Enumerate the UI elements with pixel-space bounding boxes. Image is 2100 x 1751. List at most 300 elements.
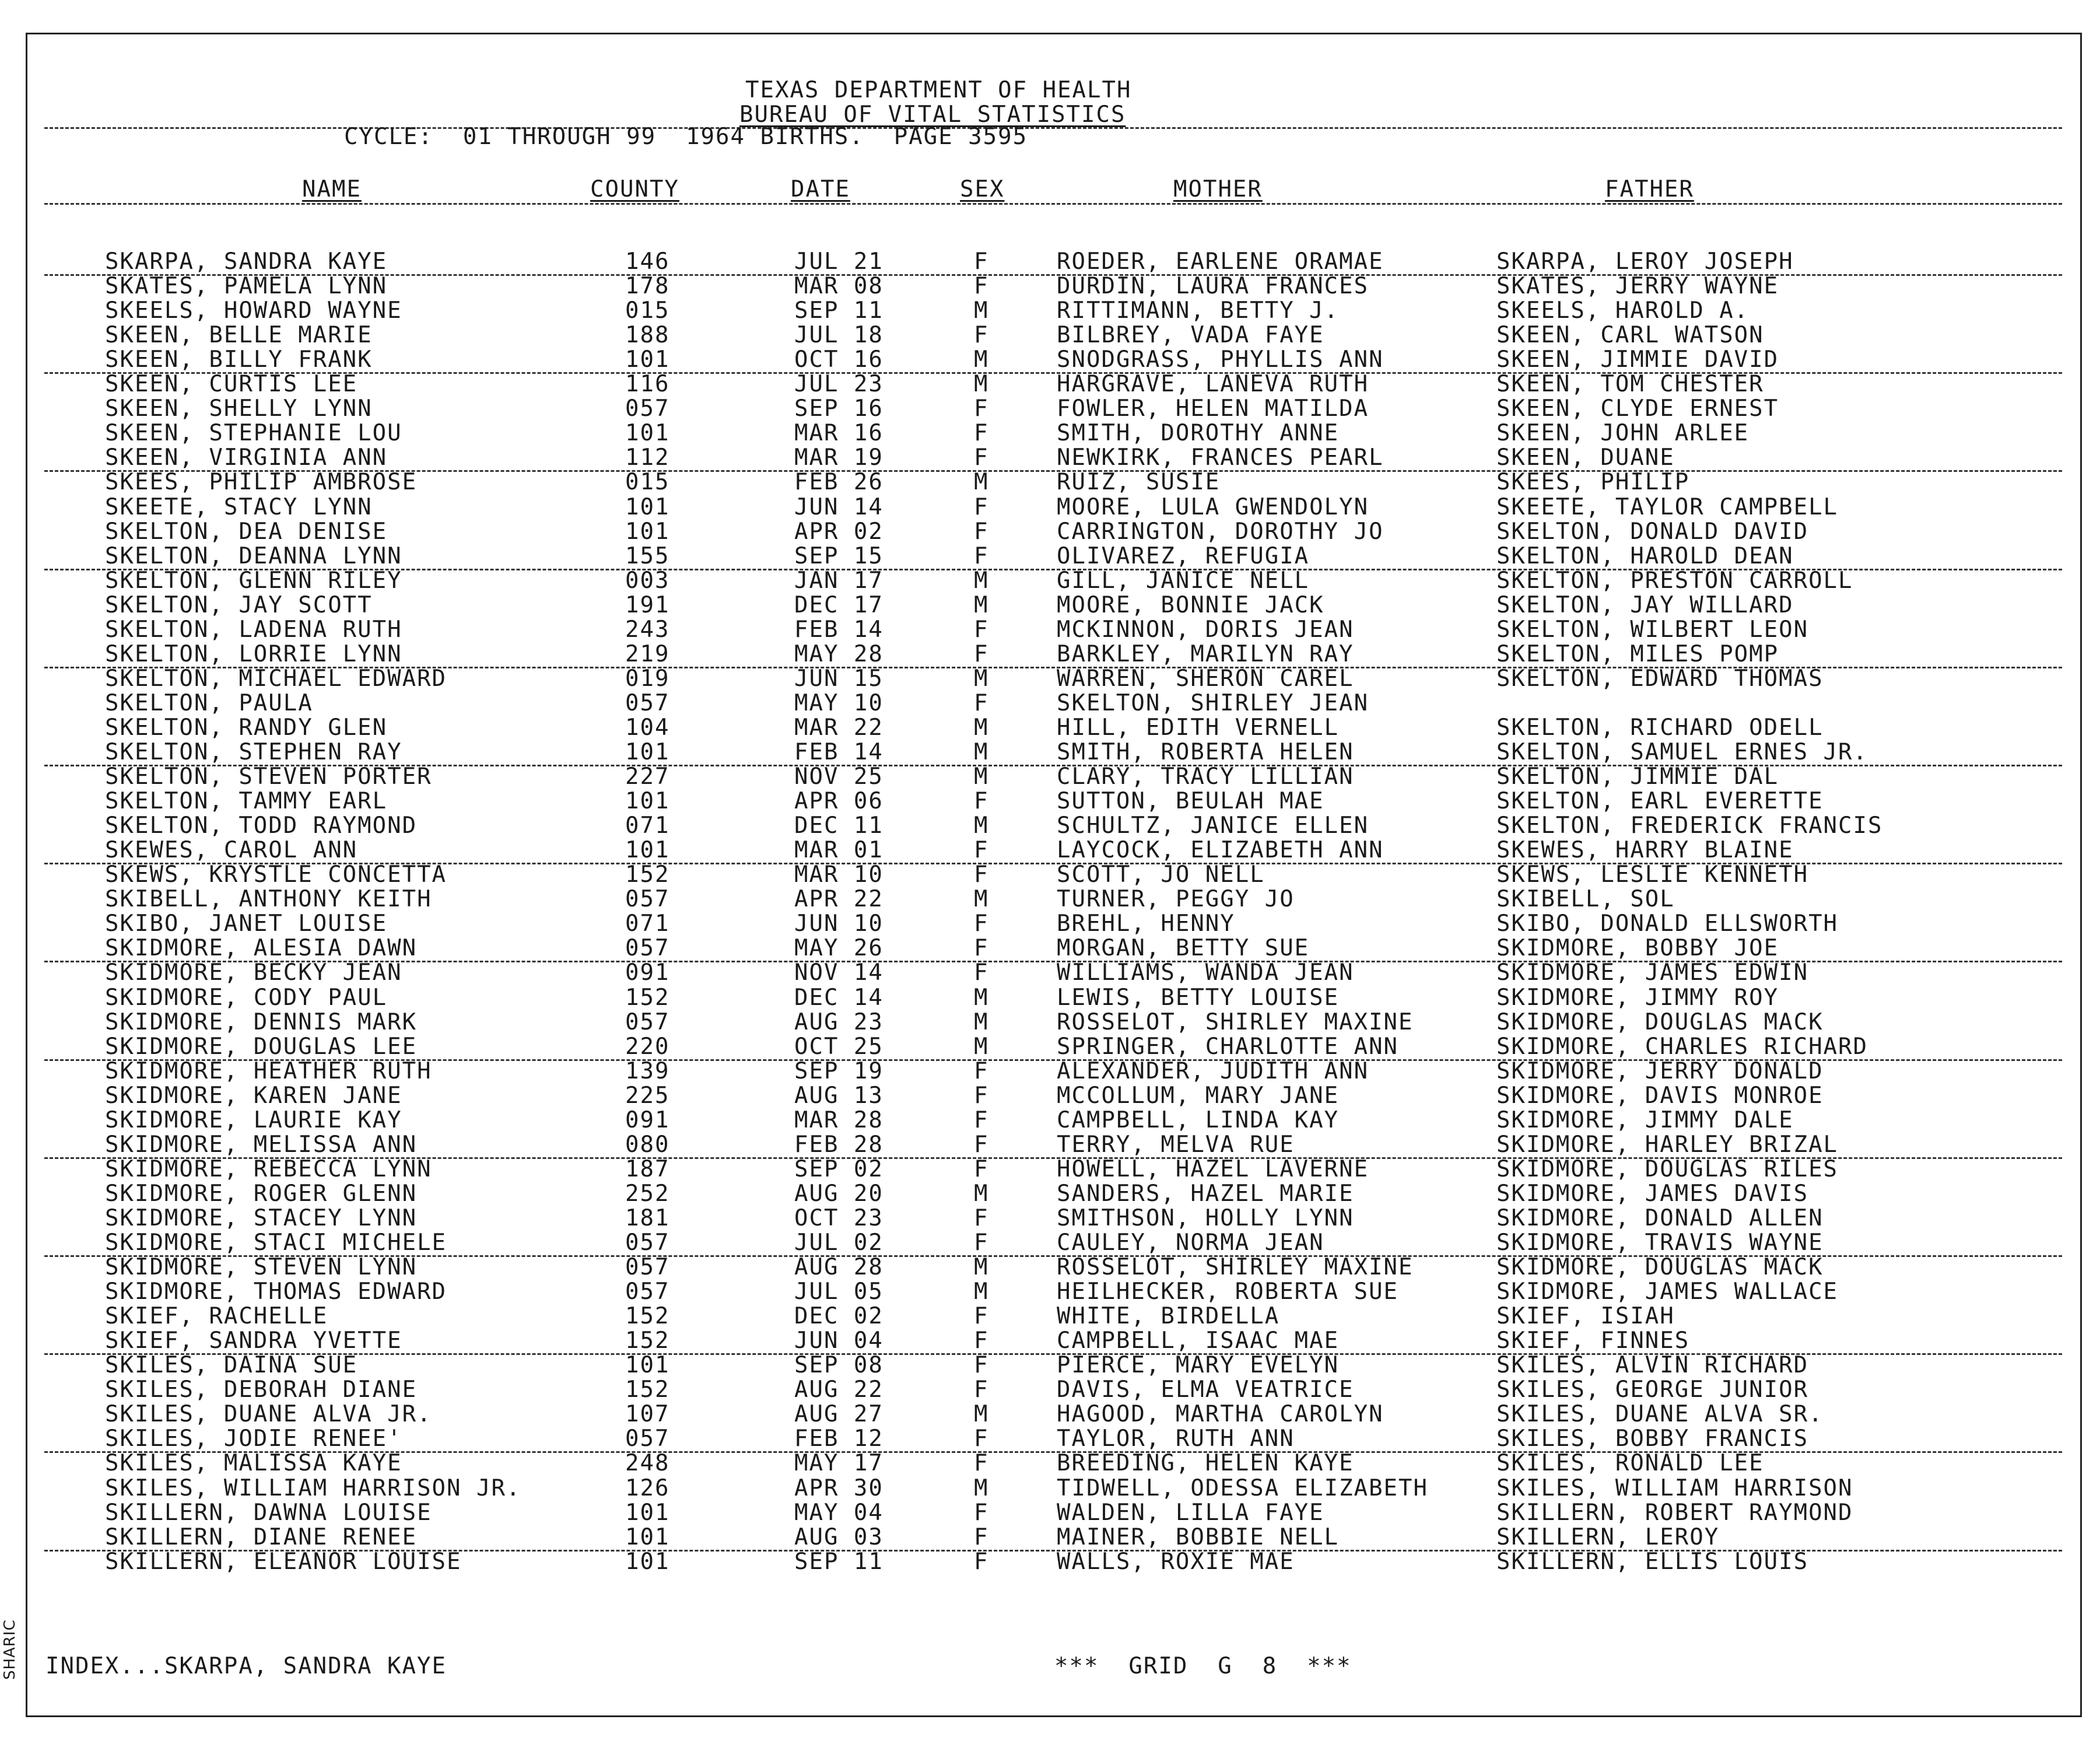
cell-date: MAR 22 <box>794 714 884 741</box>
cell-mother: RITTIMANN, BETTY J. <box>1057 297 1340 324</box>
cell-mother: WARREN, SHERON CAREL <box>1057 665 1354 692</box>
cell-date: MAY 17 <box>794 1450 884 1477</box>
cell-mother: OLIVAREZ, REFUGIA <box>1057 542 1310 569</box>
cell-mother: LAYCOCK, ELIZABETH ANN <box>1057 837 1384 864</box>
cell-mother: FOWLER, HELEN MATILDA <box>1057 395 1369 422</box>
row-divider <box>44 1255 2062 1257</box>
cell-date: JUN 15 <box>794 665 884 692</box>
cell-sex: F <box>974 1450 989 1477</box>
cell-father: SKELTON, FREDERICK FRANCIS <box>1496 813 1883 839</box>
cell-date: APR 02 <box>794 518 884 545</box>
cell-father: SKILLERN, ROBERT RAYMOND <box>1496 1499 1853 1526</box>
cell-father: SKILES, RONALD LEE <box>1496 1450 1764 1477</box>
cell-name: SKELTON, RANDY GLEN <box>105 714 388 741</box>
cell-date: JUL 23 <box>794 371 884 398</box>
cell-county: 181 <box>625 1204 670 1231</box>
table-row <box>0 1476 2100 1501</box>
table-row <box>0 1059 2100 1084</box>
cell-name: SKEETE, STACY LYNN <box>105 493 373 520</box>
cell-name: SKIEF, RACHELLE <box>105 1303 328 1330</box>
cell-name: SKIDMORE, STEVEN LYNN <box>105 1254 418 1281</box>
side-label: SHARIC <box>1 1619 19 1680</box>
cell-county: 252 <box>625 1180 670 1207</box>
cell-sex: M <box>974 371 989 398</box>
cell-father: SKELTON, PRESTON CARROLL <box>1496 567 1853 594</box>
table-row <box>0 887 2100 912</box>
cell-mother: SCOTT, JO NELL <box>1057 862 1265 888</box>
cell-mother: MORGAN, BETTY SUE <box>1057 935 1310 962</box>
cell-father: SKIDMORE, DOUGLAS MACK <box>1496 1008 1824 1035</box>
column-header-name: NAME <box>302 176 362 202</box>
cell-mother: CARRINGTON, DOROTHY JO <box>1057 518 1384 545</box>
cell-name: SKEEN, STEPHANIE LOU <box>105 420 402 447</box>
cell-date: MAR 16 <box>794 420 884 447</box>
cell-sex: F <box>974 1426 989 1452</box>
table-row <box>0 618 2100 642</box>
cell-sex: M <box>974 886 989 913</box>
cell-county: 152 <box>625 984 670 1011</box>
cell-mother: SCHULTZ, JANICE ELLEN <box>1057 813 1369 839</box>
cell-mother: SKELTON, SHIRLEY JEAN <box>1057 689 1369 716</box>
cell-sex: F <box>974 837 989 864</box>
cell-mother: TIDWELL, ODESSA ELIZABETH <box>1057 1475 1428 1501</box>
cell-mother: WALLS, ROXIE MAE <box>1057 1548 1295 1575</box>
cell-name: SKIBELL, ANTHONY KEITH <box>105 886 432 913</box>
table-row <box>0 986 2100 1010</box>
cell-name: SKELTON, STEPHEN RAY <box>105 739 402 765</box>
cycle-line: CYCLE: 01 THROUGH 99 1964 BIRTHS. PAGE 3595 <box>344 124 1028 150</box>
cell-sex: F <box>974 273 989 300</box>
cell-county: 126 <box>625 1475 670 1501</box>
cell-sex: F <box>974 518 989 545</box>
cell-county: 101 <box>625 493 670 520</box>
cell-sex: F <box>974 862 989 888</box>
cell-name: SKELTON, MICHAEL EDWARD <box>105 665 447 692</box>
cell-mother: RUIZ, SUSIE <box>1057 469 1221 496</box>
cell-county: 101 <box>625 1524 670 1550</box>
table-row <box>0 789 2100 814</box>
cell-mother: TURNER, PEGGY JO <box>1057 886 1295 913</box>
cell-county: 101 <box>625 1548 670 1575</box>
cell-name: SKEEN, CURTIS LEE <box>105 371 358 398</box>
cell-father: SKIDMORE, HARLEY BRIZAL <box>1496 1131 1839 1158</box>
cell-sex: M <box>974 346 989 373</box>
column-header-mother: MOTHER <box>1173 176 1263 202</box>
cell-father: SKIDMORE, CHARLES RICHARD <box>1496 1033 1868 1060</box>
cell-name: SKILES, DAINA SUE <box>105 1352 358 1379</box>
cell-sex: F <box>974 395 989 422</box>
cell-name: SKELTON, GLENN RILEY <box>105 567 402 594</box>
cell-father: SKELTON, WILBERT LEON <box>1496 616 1809 643</box>
cell-mother: SUTTON, BEULAH MAE <box>1057 788 1324 815</box>
cell-sex: F <box>974 1082 989 1109</box>
cell-father: SKEES, PHILIP <box>1496 469 1690 496</box>
cell-name: SKEEN, BELLE MARIE <box>105 322 373 349</box>
cell-father: SKIBELL, SOL <box>1496 886 1675 913</box>
cell-name: SKILLERN, DIANE RENEE <box>105 1524 418 1550</box>
cell-date: MAY 28 <box>794 640 884 667</box>
cell-date: FEB 28 <box>794 1131 884 1158</box>
cell-date: MAY 04 <box>794 1499 884 1526</box>
cell-name: SKILES, DEBORAH DIANE <box>105 1377 418 1403</box>
cell-mother: ROSSELOT, SHIRLEY MAXINE <box>1057 1254 1414 1281</box>
cell-date: SEP 16 <box>794 395 884 422</box>
cell-mother: MCCOLLUM, MARY JANE <box>1057 1082 1340 1109</box>
cell-mother: LEWIS, BETTY LOUISE <box>1057 984 1340 1011</box>
cell-sex: M <box>974 1475 989 1501</box>
cell-county: 187 <box>625 1155 670 1182</box>
table-row <box>0 1280 2100 1304</box>
cell-mother: HILL, EDITH VERNELL <box>1057 714 1340 741</box>
department-title: TEXAS DEPARTMENT OF HEALTH <box>745 77 1132 103</box>
cell-date: DEC 02 <box>794 1303 884 1330</box>
cell-father: SKEEN, CARL WATSON <box>1496 322 1764 349</box>
cell-father: SKILES, BOBBY FRANCIS <box>1496 1426 1809 1452</box>
cell-date: SEP 19 <box>794 1057 884 1084</box>
cell-name: SKELTON, TAMMY EARL <box>105 788 388 815</box>
cell-father: SKILLERN, ELLIS LOUIS <box>1496 1548 1809 1575</box>
table-row <box>0 1255 2100 1280</box>
cell-name: SKELTON, LADENA RUTH <box>105 616 402 643</box>
cell-mother: WILLIAMS, WANDA JEAN <box>1057 959 1354 986</box>
cell-father: SKIDMORE, DONALD ALLEN <box>1496 1204 1824 1231</box>
cell-county: 220 <box>625 1033 670 1060</box>
cell-father: SKIDMORE, BOBBY JOE <box>1496 935 1779 962</box>
cell-sex: M <box>974 1254 989 1281</box>
cell-father: SKILES, GEORGE JUNIOR <box>1496 1377 1809 1403</box>
cell-county: 191 <box>625 591 670 618</box>
cell-father: SKATES, JERRY WAYNE <box>1496 273 1779 300</box>
column-header-father: FATHER <box>1605 176 1694 202</box>
cell-date: JUN 14 <box>794 493 884 520</box>
table-row <box>0 1084 2100 1108</box>
cell-date: MAY 26 <box>794 935 884 962</box>
cell-sex: F <box>974 616 989 643</box>
cell-father: SKEEN, DUANE <box>1496 444 1675 471</box>
cell-date: DEC 14 <box>794 984 884 1011</box>
cell-mother: WALDEN, LILLA FAYE <box>1057 1499 1324 1526</box>
cell-name: SKEWS, KRYSTLE CONCETTA <box>105 862 447 888</box>
cell-name: SKEELS, HOWARD WAYNE <box>105 297 402 324</box>
cell-county: 057 <box>625 1254 670 1281</box>
table-row <box>0 1304 2100 1329</box>
cell-father: SKIDMORE, JAMES DAVIS <box>1496 1180 1809 1207</box>
cell-father: SKEWS, LESLIE KENNETH <box>1496 862 1809 888</box>
table-row <box>0 1402 2100 1427</box>
cell-county: 188 <box>625 322 670 349</box>
table-row <box>0 1451 2100 1476</box>
cell-mother: TERRY, MELVA RUE <box>1057 1131 1295 1158</box>
table-row <box>0 667 2100 691</box>
table-row <box>0 1035 2100 1059</box>
row-divider <box>44 961 2062 962</box>
cell-sex: M <box>974 984 989 1011</box>
cell-date: APR 22 <box>794 886 884 913</box>
row-divider <box>44 863 2062 864</box>
cell-county: 152 <box>625 1303 670 1330</box>
cell-date: APR 30 <box>794 1475 884 1501</box>
cell-sex: F <box>974 1230 989 1256</box>
cell-county: 057 <box>625 935 670 962</box>
table-row <box>0 1206 2100 1231</box>
column-header-county: COUNTY <box>590 176 679 202</box>
cell-sex: M <box>974 739 989 765</box>
cell-mother: HARGRAVE, LANEVA RUTH <box>1057 371 1369 398</box>
cell-name: SKIDMORE, REBECCA LYNN <box>105 1155 432 1182</box>
table-row <box>0 569 2100 593</box>
cell-county: 101 <box>625 788 670 815</box>
table-row <box>0 1550 2100 1574</box>
table-row <box>0 1133 2100 1157</box>
cell-county: 071 <box>625 813 670 839</box>
cell-name: SKILES, JODIE RENEE' <box>105 1426 402 1452</box>
cell-name: SKIBO, JANET LOUISE <box>105 910 388 937</box>
cell-mother: SMITH, DOROTHY ANNE <box>1057 420 1340 447</box>
cell-name: SKATES, PAMELA LYNN <box>105 273 388 300</box>
cell-father: SKILES, DUANE ALVA SR. <box>1496 1401 1824 1428</box>
cell-name: SKIDMORE, KAREN JANE <box>105 1082 402 1109</box>
cell-county: 227 <box>625 764 670 790</box>
table-row <box>0 765 2100 789</box>
cell-sex: F <box>974 1106 989 1133</box>
cell-county: 015 <box>625 297 670 324</box>
cell-sex: M <box>974 469 989 496</box>
cell-mother: HOWELL, HAZEL LAVERNE <box>1057 1155 1369 1182</box>
table-row <box>0 446 2100 470</box>
cell-date: MAR 28 <box>794 1106 884 1133</box>
cell-sex: F <box>974 910 989 937</box>
column-header-date: DATE <box>791 176 850 202</box>
cell-sex: F <box>974 322 989 349</box>
cell-sex: M <box>974 1180 989 1207</box>
cell-mother: BREHL, HENNY <box>1057 910 1235 937</box>
table-row <box>0 838 2100 863</box>
cell-sex: F <box>974 444 989 471</box>
cell-sex: F <box>974 1155 989 1182</box>
cell-county: 101 <box>625 420 670 447</box>
footer-index: INDEX...SKARPA, SANDRA KAYE <box>45 1653 447 1679</box>
cell-county: 057 <box>625 886 670 913</box>
cell-mother: NEWKIRK, FRANCES PEARL <box>1057 444 1384 471</box>
table-row <box>0 1157 2100 1182</box>
cell-county: 101 <box>625 1352 670 1379</box>
cell-name: SKIDMORE, STACI MICHELE <box>105 1230 447 1256</box>
row-divider <box>44 765 2062 766</box>
cell-date: FEB 14 <box>794 616 884 643</box>
footer-grid: *** GRID G 8 *** <box>1054 1653 1352 1679</box>
cell-father: SKIDMORE, TRAVIS WAYNE <box>1496 1230 1824 1256</box>
table-row <box>0 1353 2100 1378</box>
cell-county: 107 <box>625 1401 670 1428</box>
cell-name: SKELTON, DEA DENISE <box>105 518 388 545</box>
cell-county: 152 <box>625 1377 670 1403</box>
cell-date: DEC 11 <box>794 813 884 839</box>
table-row <box>0 397 2100 421</box>
cell-sex: F <box>974 542 989 569</box>
cell-father: SKIEF, ISIAH <box>1496 1303 1675 1330</box>
cell-father: SKELTON, JAY WILLARD <box>1496 591 1794 618</box>
cell-name: SKEEN, BILLY FRANK <box>105 346 373 373</box>
cell-father: SKIDMORE, JAMES WALLACE <box>1496 1279 1839 1305</box>
cell-county: 104 <box>625 714 670 741</box>
cell-county: 116 <box>625 371 670 398</box>
cell-county: 057 <box>625 1230 670 1256</box>
cell-sex: M <box>974 1033 989 1060</box>
cell-mother: CAULEY, NORMA JEAN <box>1057 1230 1324 1256</box>
cell-mother: ALEXANDER, JUDITH ANN <box>1057 1057 1369 1084</box>
cell-name: SKELTON, LORRIE LYNN <box>105 640 402 667</box>
row-divider <box>44 1451 2062 1453</box>
cell-date: FEB 12 <box>794 1426 884 1452</box>
cell-name: SKILLERN, DAWNA LOUISE <box>105 1499 432 1526</box>
cell-mother: SMITH, ROBERTA HELEN <box>1057 739 1354 765</box>
cell-father: SKIDMORE, JAMES EDWIN <box>1496 959 1809 986</box>
cell-date: AUG 23 <box>794 1008 884 1035</box>
cell-sex: M <box>974 764 989 790</box>
cell-mother: HAGOOD, MARTHA CAROLYN <box>1057 1401 1384 1428</box>
cell-mother: PIERCE, MARY EVELYN <box>1057 1352 1340 1379</box>
cell-mother: DURDIN, LAURA FRANCES <box>1057 273 1369 300</box>
row-divider <box>44 1550 2062 1552</box>
cell-date: AUG 20 <box>794 1180 884 1207</box>
cell-name: SKIDMORE, STACEY LYNN <box>105 1204 418 1231</box>
cell-mother: BILBREY, VADA FAYE <box>1057 322 1324 349</box>
cell-county: 101 <box>625 837 670 864</box>
cell-father: SKEETE, TAYLOR CAMPBELL <box>1496 493 1839 520</box>
cell-county: 101 <box>625 739 670 765</box>
cell-name: SKIDMORE, LAURIE KAY <box>105 1106 402 1133</box>
cell-county: 178 <box>625 273 670 300</box>
cell-sex: F <box>974 1499 989 1526</box>
table-row <box>0 1182 2100 1206</box>
cell-date: NOV 25 <box>794 764 884 790</box>
cell-father: SKEWES, HARRY BLAINE <box>1496 837 1794 864</box>
cell-sex: M <box>974 714 989 741</box>
table-row <box>0 814 2100 838</box>
table-row <box>0 250 2100 274</box>
table-row <box>0 961 2100 985</box>
cell-sex: F <box>974 1131 989 1158</box>
cell-date: MAR 01 <box>794 837 884 864</box>
cell-father: SKILLERN, LEROY <box>1496 1524 1720 1550</box>
cell-mother: MOORE, BONNIE JACK <box>1057 591 1324 618</box>
cell-sex: M <box>974 665 989 692</box>
cell-name: SKELTON, JAY SCOTT <box>105 591 373 618</box>
table-row <box>0 936 2100 961</box>
cell-name: SKILLERN, ELEANOR LOUISE <box>105 1548 462 1575</box>
cell-father: SKELTON, EDWARD THOMAS <box>1496 665 1824 692</box>
table-row <box>0 1010 2100 1035</box>
cell-county: 152 <box>625 1328 670 1354</box>
cell-mother: SNODGRASS, PHYLLIS ANN <box>1057 346 1384 373</box>
cell-date: AUG 13 <box>794 1082 884 1109</box>
cell-county: 101 <box>625 1499 670 1526</box>
cell-date: MAR 19 <box>794 444 884 471</box>
cell-sex: F <box>974 1328 989 1354</box>
table-row <box>0 642 2100 667</box>
cell-father: SKIDMORE, DAVIS MONROE <box>1496 1082 1824 1109</box>
cell-sex: F <box>974 1377 989 1403</box>
cell-mother: GILL, JANICE NELL <box>1057 567 1310 594</box>
cell-date: SEP 11 <box>794 297 884 324</box>
cell-sex: F <box>974 1524 989 1550</box>
cell-county: 112 <box>625 444 670 471</box>
cell-date: JUL 02 <box>794 1230 884 1256</box>
cell-mother: CLARY, TRACY LILLIAN <box>1057 764 1354 790</box>
cell-name: SKEEN, VIRGINIA ANN <box>105 444 388 471</box>
cell-name: SKIDMORE, HEATHER RUTH <box>105 1057 432 1084</box>
cell-sex: F <box>974 248 989 275</box>
row-divider <box>44 274 2062 276</box>
cell-mother: SPRINGER, CHARLOTTE ANN <box>1057 1033 1399 1060</box>
cell-date: FEB 14 <box>794 739 884 765</box>
cell-father: SKELTON, SAMUEL ERNES JR. <box>1496 739 1868 765</box>
cell-date: FEB 26 <box>794 469 884 496</box>
cell-sex: M <box>974 297 989 324</box>
bureau-title: BUREAU OF VITAL STATISTICS <box>739 101 1126 128</box>
cell-name: SKIDMORE, DOUGLAS LEE <box>105 1033 418 1060</box>
row-divider <box>44 470 2062 472</box>
cell-sex: M <box>974 567 989 594</box>
cell-father: SKILES, WILLIAM HARRISON <box>1496 1475 1853 1501</box>
cell-mother: ROEDER, EARLENE ORAMAE <box>1057 248 1384 275</box>
cell-date: MAR 08 <box>794 273 884 300</box>
cell-father: SKELTON, EARL EVERETTE <box>1496 788 1824 815</box>
cell-mother: BREEDING, HELEN KAYE <box>1057 1450 1354 1477</box>
cell-father: SKIDMORE, DOUGLAS MACK <box>1496 1254 1824 1281</box>
cell-mother: CAMPBELL, ISAAC MAE <box>1057 1328 1340 1354</box>
cell-county: 057 <box>625 1426 670 1452</box>
cell-mother: SMITHSON, HOLLY LYNN <box>1057 1204 1354 1231</box>
cell-father: SKIDMORE, JERRY DONALD <box>1496 1057 1824 1084</box>
table-row <box>0 1427 2100 1451</box>
cell-date: JUN 10 <box>794 910 884 937</box>
cell-mother: MAINER, BOBBIE NELL <box>1057 1524 1340 1550</box>
cell-father: SKIEF, FINNES <box>1496 1328 1690 1354</box>
row-divider <box>44 667 2062 668</box>
cell-name: SKILES, DUANE ALVA JR. <box>105 1401 432 1428</box>
cell-county: 139 <box>625 1057 670 1084</box>
table-row <box>0 495 2100 520</box>
table-row <box>0 372 2100 397</box>
cell-mother: TAYLOR, RUTH ANN <box>1057 1426 1295 1452</box>
cell-father: SKILES, ALVIN RICHARD <box>1496 1352 1809 1379</box>
cell-county: 057 <box>625 1008 670 1035</box>
cell-county: 146 <box>625 248 670 275</box>
column-header-sex: SEX <box>960 176 1005 202</box>
cell-sex: F <box>974 1548 989 1575</box>
cell-county: 248 <box>625 1450 670 1477</box>
cell-name: SKIDMORE, CODY PAUL <box>105 984 388 1011</box>
cell-father: SKIDMORE, JIMMY ROY <box>1496 984 1779 1011</box>
cell-mother: DAVIS, ELMA VEATRICE <box>1057 1377 1354 1403</box>
cell-county: 003 <box>625 567 670 594</box>
table-row <box>0 593 2100 618</box>
cell-name: SKARPA, SANDRA KAYE <box>105 248 388 275</box>
cell-father: SKIBO, DONALD ELLSWORTH <box>1496 910 1839 937</box>
cell-county: 057 <box>625 1279 670 1305</box>
cell-mother: SANDERS, HAZEL MARIE <box>1057 1180 1354 1207</box>
cell-father: SKELTON, JIMMIE DAL <box>1496 764 1779 790</box>
cell-date: JAN 17 <box>794 567 884 594</box>
cell-name: SKIDMORE, BECKY JEAN <box>105 959 402 986</box>
cell-sex: M <box>974 1401 989 1428</box>
cell-sex: F <box>974 788 989 815</box>
cell-sex: F <box>974 689 989 716</box>
table-row <box>0 1525 2100 1550</box>
cell-name: SKELTON, STEVEN PORTER <box>105 764 432 790</box>
cell-sex: F <box>974 640 989 667</box>
